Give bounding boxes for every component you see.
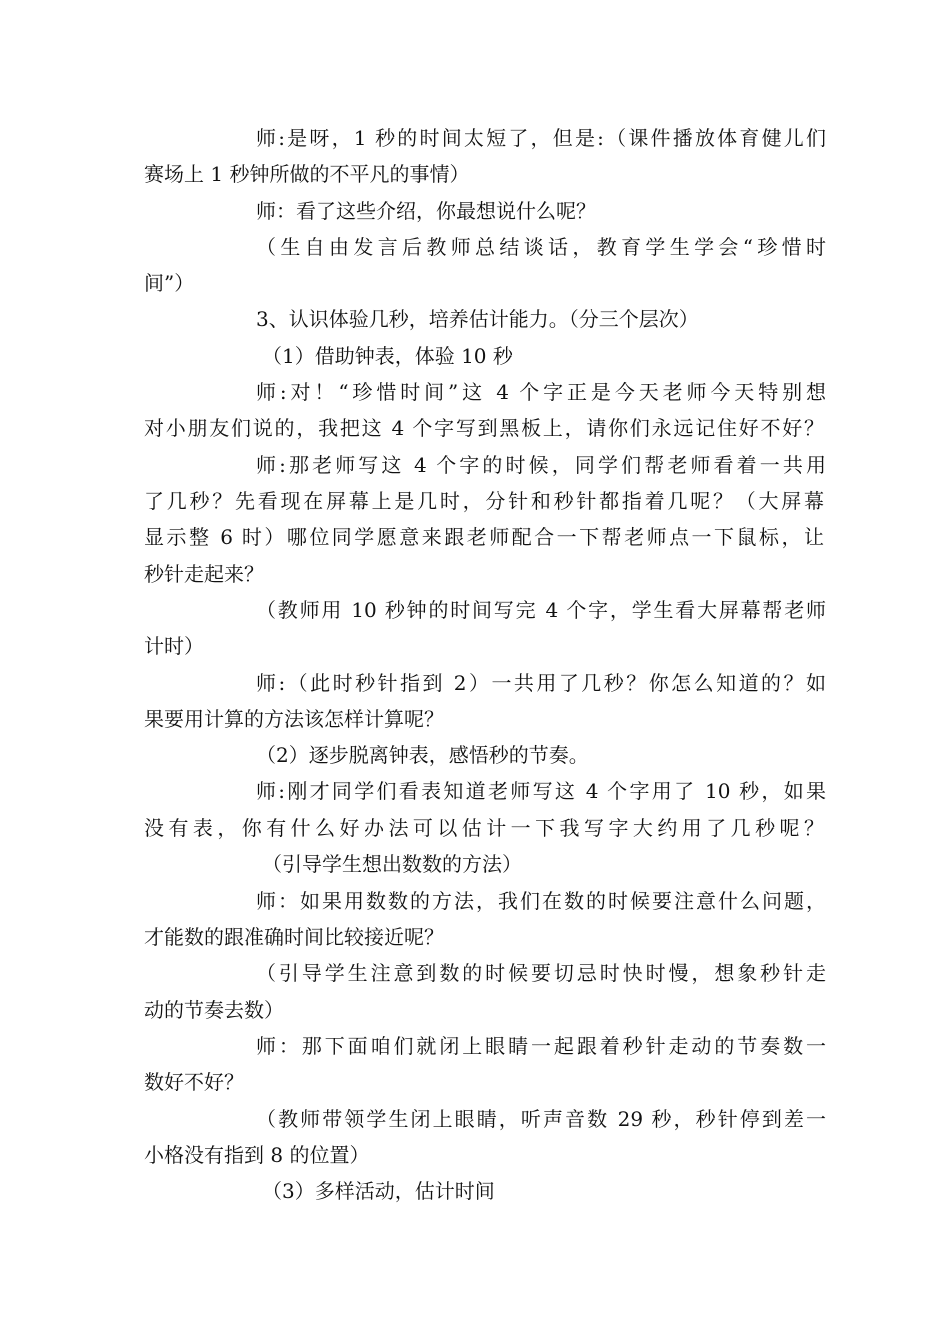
paragraph-line: 间”） [144,271,195,295]
paragraph-line: 动的节奏去数） [144,998,284,1022]
paragraph-line: （教师带领学生闭上眼睛，听声音数 29 秒，秒针停到差一 [256,1107,826,1131]
subsection-heading: （1）借助钟表，体验 10 秒 [262,344,513,368]
paragraph-line: 师:那老师写这 4 个字的时候，同学们帮老师看着一共用 [256,453,826,477]
paragraph-line: 数好不好？ [144,1070,244,1094]
paragraph-line: 果要用计算的方法该怎样计算呢？ [144,707,444,731]
paragraph-line: 师：看了这些介绍，你最想说什么呢？ [256,199,596,223]
paragraph-line: 师:刚才同学们看表知道老师写这 4 个字用了 10 秒，如果 [256,779,826,803]
paragraph-line: 师:对！“珍惜时间”这 4 个字正是今天老师今天特别想 [256,380,826,404]
section-heading: 3、认识体验几秒，培养估计能力。（分三个层次） [256,307,699,331]
paragraph-line: （生自由发言后教师总结谈话，教育学生学会“珍惜时 [256,235,826,259]
paragraph-line: 师:是呀，1 秒的时间太短了，但是:（课件播放体育健儿们 [256,126,826,150]
paragraph-line: 计时） [144,634,204,658]
subsection-heading: （2）逐步脱离钟表，感悟秒的节奏。 [256,743,589,767]
paragraph-line: （引导学生注意到数的时候要切忌时快时慢，想象秒针走 [256,961,826,985]
paragraph-line: 秒针走起来？ [144,562,264,586]
paragraph-line: （引导学生想出数数的方法） [262,852,522,876]
paragraph-line: （教师用 10 秒钟的时间写完 4 个字，学生看大屏幕帮老师 [256,598,826,622]
paragraph-line: 了几秒？先看现在屏幕上是几时，分针和秒针都指着几呢？（大屏幕 [144,489,824,513]
paragraph-line: 师：如果用数数的方法，我们在数的时候要注意什么问题， [256,889,826,913]
paragraph-line: 师:（此时秒针指到 2）一共用了几秒？你怎么知道的？如 [256,671,826,695]
paragraph-line: 对小朋友们说的，我把这 4 个字写到黑板上，请你们永远记住好不好？ [144,416,824,440]
paragraph-line: 才能数的跟准确时间比较接近呢？ [144,925,444,949]
paragraph-line: 小格没有指到 8 的位置） [144,1143,370,1167]
subsection-heading: （3）多样活动，估计时间 [262,1179,495,1203]
paragraph-line: 师：那下面咱们就闭上眼睛一起跟着秒针走动的节奏数一 [256,1034,826,1058]
paragraph-line: 显示整 6 时）哪位同学愿意来跟老师配合一下帮老师点一下鼠标，让 [144,525,824,549]
paragraph-line: 赛场上 1 秒钟所做的不平凡的事情） [144,162,470,186]
paragraph-line: 没有表，你有什么好办法可以估计一下我写字大约用了几秒呢？ [144,816,824,840]
